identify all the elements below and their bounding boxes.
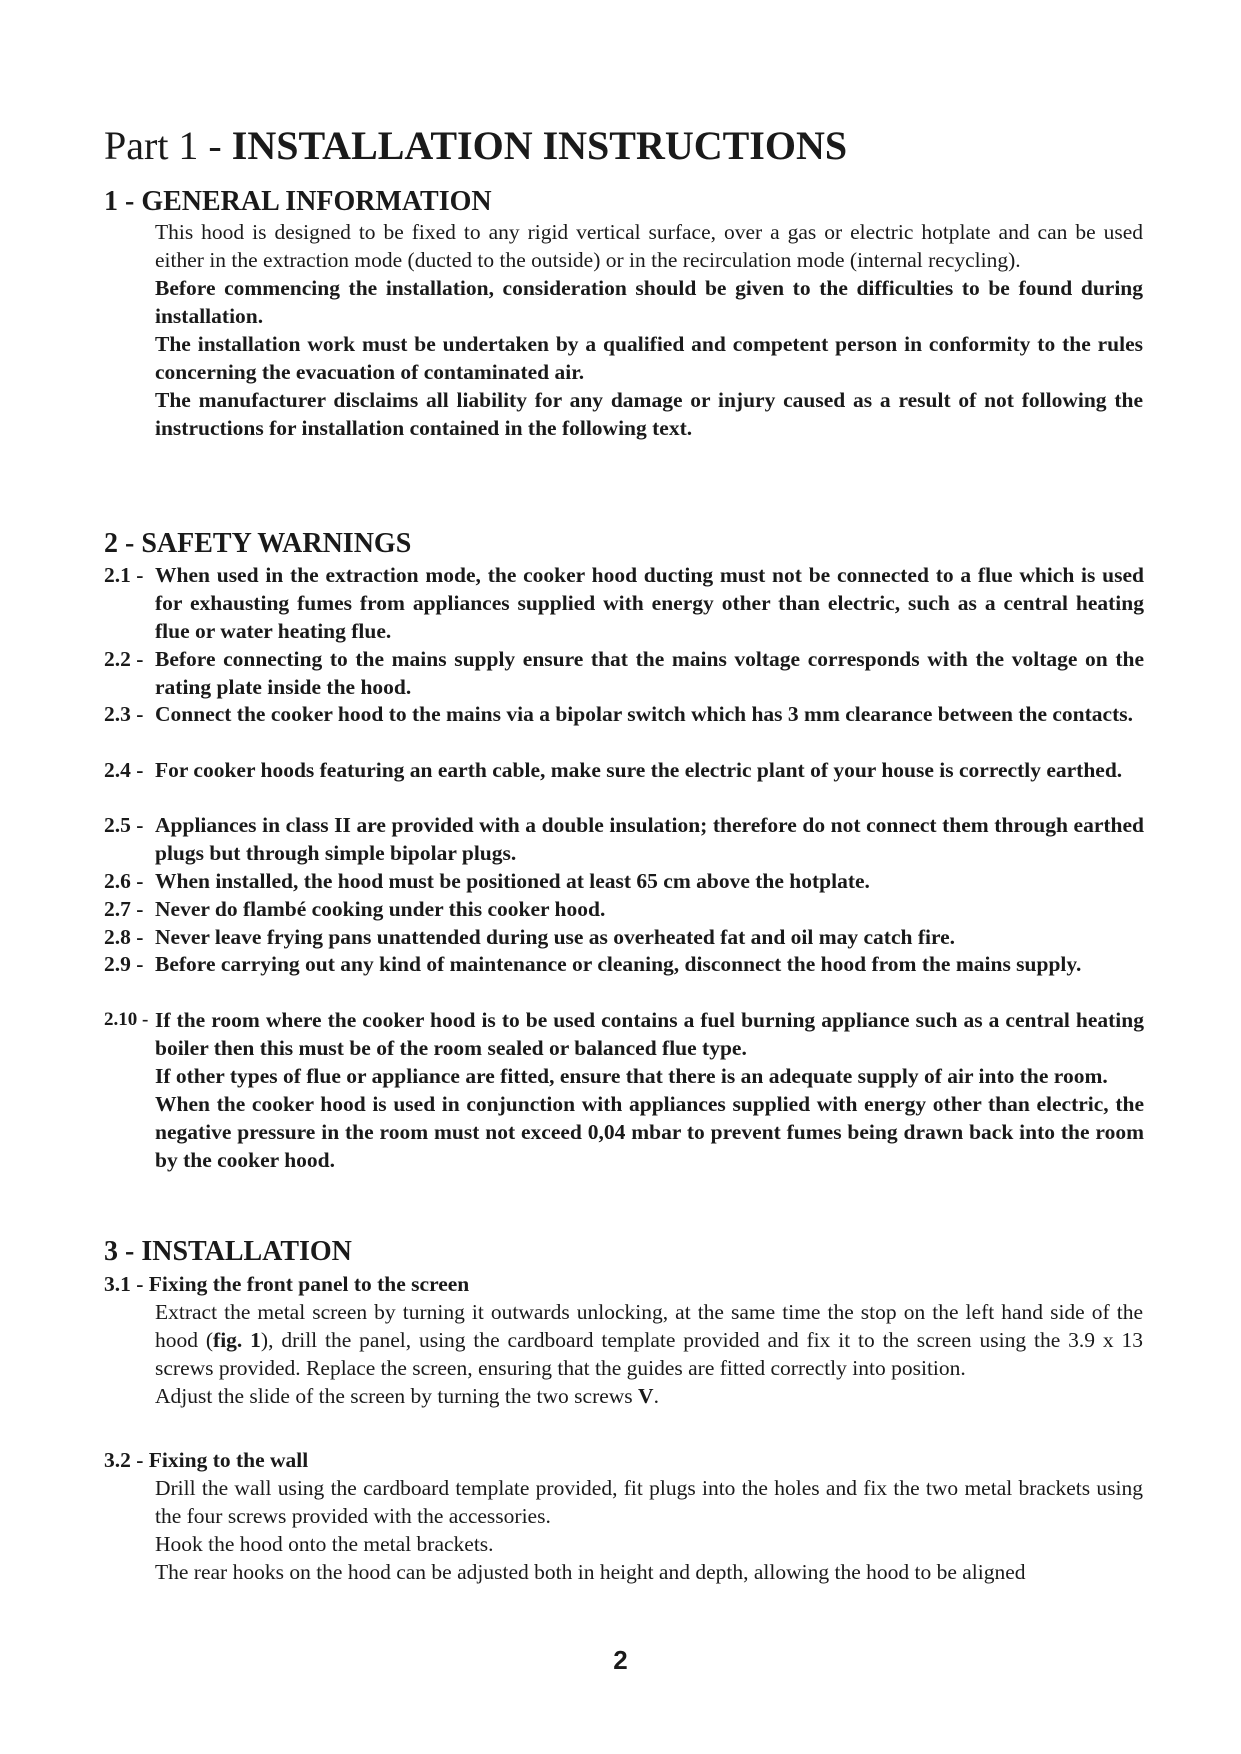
title-main: INSTALLATION INSTRUCTIONS — [231, 123, 848, 168]
wall-drill-paragraph: Drill the wall using the cardboard template provided, fit plugs into the holes and fix the two metal brackets using the four screws provided with the accessories. — [155, 1476, 1143, 1528]
item-text-flue-supply: If other types of flue or appliance are fitted, ensure that there is an adequate supply of air into the room. — [155, 1064, 1108, 1088]
item-number: 2.6 - — [104, 869, 144, 893]
warning-liability: The manufacturer disclaims all liability for any damage or injury caused as a result of not following the instructions for installation contained in the following text. — [155, 388, 1143, 440]
item-text: When used in the extraction mode, the cooker hood ducting must not be connected to a flue which is used for exhausting fumes from appliances supplied with energy other than electric, such as a central heating flue or water heating flue. — [155, 563, 1144, 643]
item-number: 2.7 - — [104, 897, 144, 921]
item-number: 2.9 - — [104, 952, 144, 976]
safety-item-2-2 — [104, 645, 1144, 701]
item-number: 2.1 - — [104, 563, 144, 587]
adjust-text: Adjust the slide of the screen by turning the two screws — [155, 1384, 639, 1408]
safety-item-2-8 — [104, 923, 1144, 951]
general-info-paragraph: This hood is designed to be fixed to any rigid vertical surface, over a gas or electric hotplate and can be used either in the extraction mode (ducted to the outside) or in the recirculation mode (internal recycling). — [155, 220, 1143, 272]
safety-item-2-10 — [104, 1006, 1144, 1174]
subsection-3-2-title: 3.2 - Fixing to the wall — [104, 1448, 309, 1472]
front-panel-text-a: Extract the metal screen by turning it outwards unlocking, at the same time the stop on the left hand side of the hood ( — [155, 1300, 1143, 1352]
safety-item-2-5 — [104, 811, 1144, 867]
subsection-3-1-body — [155, 1298, 1143, 1410]
item-text: Never leave frying pans unattended during use as overheated fat and oil may catch fire. — [155, 925, 956, 949]
item-text: Connect the cooker hood to the mains via a bipolar switch which has 3 mm clearance between the contacts. — [155, 702, 1133, 726]
safety-item-2-7 — [104, 895, 1144, 923]
item-number: 2.2 - — [104, 647, 144, 671]
safety-item-2-1 — [104, 561, 1144, 645]
item-text: Before connecting to the mains supply ensure that the mains voltage corresponds with the voltage on the rating plate inside the hood. — [155, 647, 1144, 699]
item-number: 2.4 - — [104, 758, 144, 782]
item-text: Before carrying out any kind of maintenance or cleaning, disconnect the hood from the mains supply. — [155, 952, 1082, 976]
item-text: When installed, the hood must be positioned at least 65 cm above the hotplate. — [155, 869, 870, 893]
item-text: For cooker hoods featuring an earth cable, make sure the electric plant of your house is correctly earthed. — [155, 758, 1123, 782]
safety-item-2-4 — [104, 756, 1144, 784]
warning-difficulties: Before commencing the installation, consideration should be given to the difficulties to be found during installation. — [155, 276, 1143, 328]
item-number: 2.8 - — [104, 925, 144, 949]
item-number: 2.10 - — [104, 1009, 149, 1030]
page-number: 2 — [613, 1645, 628, 1675]
rear-hooks-line: The rear hooks on the hood can be adjusted both in height and depth, allowing the hood to be aligned — [155, 1560, 1026, 1584]
subsection-3-1-title: 3.1 - Fixing the front panel to the screen — [104, 1272, 470, 1296]
safety-item-2-6 — [104, 867, 1144, 895]
section-3-heading: 3 - INSTALLATION — [104, 1236, 352, 1267]
section-2-heading: 2 - SAFETY WARNINGS — [104, 528, 412, 559]
item-number: 2.3 - — [104, 702, 144, 726]
item-text: If the room where the cooker hood is to be used contains a fuel burning appliance such as a central heating boiler then this must be of the room sealed or balanced flue type. — [155, 1008, 1144, 1060]
section-1-body — [155, 218, 1143, 442]
adjust-screen-line — [155, 1382, 1143, 1410]
item-text: Never do flambé cooking under this cooker hood. — [155, 897, 606, 921]
item-text-negative-pressure: When the cooker hood is used in conjunction with appliances supplied with energy other than electric, the negative pressure in the room must not exceed 0,04 mbar to prevent fumes being drawn back into the room by the cooker hood. — [155, 1092, 1144, 1172]
safety-item-2-9 — [104, 950, 1144, 978]
front-panel-paragraph — [155, 1298, 1143, 1382]
screw-label: V — [638, 1384, 654, 1408]
item-number: 2.5 - — [104, 813, 144, 837]
front-panel-text-b: ), drill the panel, using the cardboard template provided and fix it to the screen using the 3.9 x 13 screws provided. Replace the screen, ensuring that the guides are fitted correctly into position. — [155, 1328, 1143, 1380]
adjust-end: . — [653, 1384, 659, 1408]
hook-hood-line: Hook the hood onto the metal brackets. — [155, 1532, 494, 1556]
page-title — [104, 122, 847, 170]
subsection-3-2-body — [155, 1474, 1143, 1586]
section-1-heading: 1 - GENERAL INFORMATION — [104, 186, 492, 217]
item-text: Appliances in class II are provided with a double insulation; therefore do not connect them through earthed plugs but through simple bipolar plugs. — [155, 813, 1144, 865]
title-prefix: Part 1 - — [104, 123, 232, 168]
safety-item-2-3 — [104, 700, 1144, 728]
figure-reference: fig. 1 — [213, 1328, 261, 1352]
warning-qualified-person: The installation work must be undertaken by a qualified and competent person in conformity to the rules concerning the evacuation of contaminated air. — [155, 332, 1143, 384]
